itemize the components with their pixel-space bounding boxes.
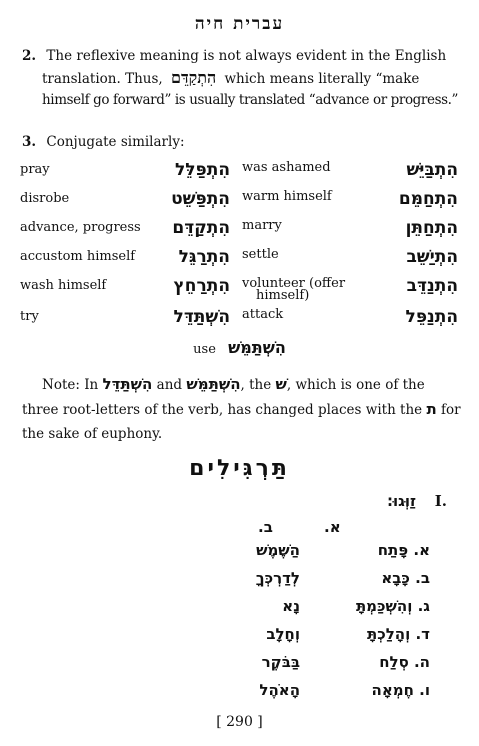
verb-hebrew-right: הִתְנַדֵּב [406, 276, 458, 296]
verb-hebrew-right: הִתְיַשֵּׁב [406, 247, 458, 267]
note-hebrew-letter: ת [426, 400, 437, 418]
matching-item-b: בַּבֹּקֶר [261, 653, 300, 671]
verb-english-right [242, 278, 345, 302]
verb-english-right: marry [242, 218, 282, 233]
verb-hebrew-left: הִתְרַחֵץ [173, 276, 230, 296]
note-2-hebrew-term: הִתְקַדֵּם [170, 68, 217, 87]
matching-item-b: הַשֶּׁמֶשׁ [256, 541, 300, 559]
verb-english-left: pray [20, 162, 50, 177]
note-3-number: 3. [22, 134, 37, 150]
section-heading [360, 492, 447, 510]
verb-hebrew-right: הִתְנַפֵּל [405, 307, 458, 327]
euphony-note [22, 372, 462, 446]
note-2-line-2b: which means literally “make [224, 71, 420, 87]
page-number: [ 290 ] [216, 714, 263, 730]
verb-row [0, 218, 479, 242]
matching-item-a: א. פָּתַח [377, 541, 430, 559]
note-hebrew-term: הִשְׁתַּדֵּל [102, 375, 153, 393]
section-label: זַוְּגוּ: [386, 492, 416, 510]
verb-english-right: warm himself [242, 189, 332, 204]
note-2-line-2 [22, 67, 462, 90]
verb-row [0, 307, 479, 331]
verb-english-right-line-1: volunteer (offer [242, 276, 346, 291]
note-2-number: 2. [22, 48, 37, 64]
running-head: עברית חיה [194, 14, 285, 34]
verb-row [0, 276, 479, 306]
note-2-line-1 [22, 46, 462, 67]
note-hebrew-letter: שׁ [275, 375, 287, 393]
euphony-note-line-3: the sake of euphony. [22, 426, 163, 442]
verb-hebrew-right: הִתְחַמֵּם [398, 189, 458, 209]
euphony-note-line-1 [22, 372, 462, 397]
verb-english-left: advance, progress [20, 220, 141, 235]
matching-item-a: ד. וְהָלַכְתָּ [366, 625, 430, 643]
note-2-line-3: himself go forward” is usually translated “advance or progress.” [42, 92, 459, 108]
matching-item-b: נָא [282, 597, 300, 615]
matching-row [0, 625, 479, 649]
note-text: , which is one of the [286, 377, 425, 393]
verb-hebrew-left: הִתְפַּלֵּל [174, 160, 230, 180]
matching-row [0, 653, 479, 677]
verb-english-left: disrobe [20, 191, 70, 206]
note-3 [22, 132, 185, 153]
verb-row [0, 247, 479, 271]
note-text: , the [240, 377, 272, 393]
matching-item-b: לְדַרְכְּךָ [255, 569, 300, 587]
matching-item-b: הָאֹהֶל [259, 681, 300, 699]
matching-item-a: ג. וְהִשְׁכַּמְתָּ [355, 597, 430, 615]
use-line [0, 338, 479, 357]
verb-row [0, 189, 479, 213]
note-2-line-1-text: The reflexive meaning is not always evident in the English [46, 48, 447, 64]
column-header-aleph: א. [324, 518, 341, 536]
verb-english-right: settle [242, 247, 279, 262]
note-3-text: Conjugate similarly: [46, 134, 185, 150]
matching-row [0, 597, 479, 621]
note-hebrew-term: הִשְׁתַּמֵּשׁ [186, 375, 241, 393]
verb-hebrew-left: הִשְׁתַּדֵּל [173, 307, 230, 327]
verb-english-left: accustom himself [20, 249, 136, 264]
verb-english-right-line-2: himself) [256, 288, 310, 303]
matching-item-a: ה. סְלַח [379, 653, 430, 671]
use-hebrew: הִשְׁתַּמֵּשׁ [228, 338, 286, 357]
use-english: use [193, 342, 216, 357]
note-2 [22, 46, 462, 111]
verb-hebrew-right: הִתְחַתֵּן [405, 218, 458, 238]
note-text: three root-letters of the verb, has changed places with the [22, 402, 423, 418]
verb-hebrew-right: הִתְבַּיֵּשׁ [406, 160, 458, 180]
matching-row [0, 569, 479, 593]
verb-hebrew-left: הִתְקַדֵּם [172, 218, 230, 238]
exercises-title: תַּרְגִּילִים [189, 456, 290, 481]
section-roman: I. [434, 492, 448, 510]
matching-item-a: ו. חֶמְאָה [371, 681, 430, 699]
euphony-note-line-2 [22, 397, 462, 422]
note-text: Note: In [42, 377, 99, 393]
verb-hebrew-left: הִתְפַּשֵּׁט [171, 189, 230, 209]
verb-english-right: attack [242, 307, 284, 322]
verb-hebrew-left: הִתְרַגֵּל [178, 247, 230, 267]
verb-english-right: was ashamed [242, 160, 331, 175]
column-header-bet: ב. [258, 518, 273, 536]
verb-row [0, 160, 479, 184]
verb-english-left: try [20, 309, 39, 324]
note-text: for [441, 402, 461, 418]
matching-item-a: ב. כָּבָא [381, 569, 430, 587]
note-text: and [156, 377, 183, 393]
matching-row [0, 681, 479, 705]
matching-item-b: וְחָלָב [266, 625, 300, 643]
matching-row [0, 541, 479, 565]
verb-english-left: wash himself [20, 278, 107, 293]
note-2-line-2a: translation. Thus, [42, 71, 163, 87]
